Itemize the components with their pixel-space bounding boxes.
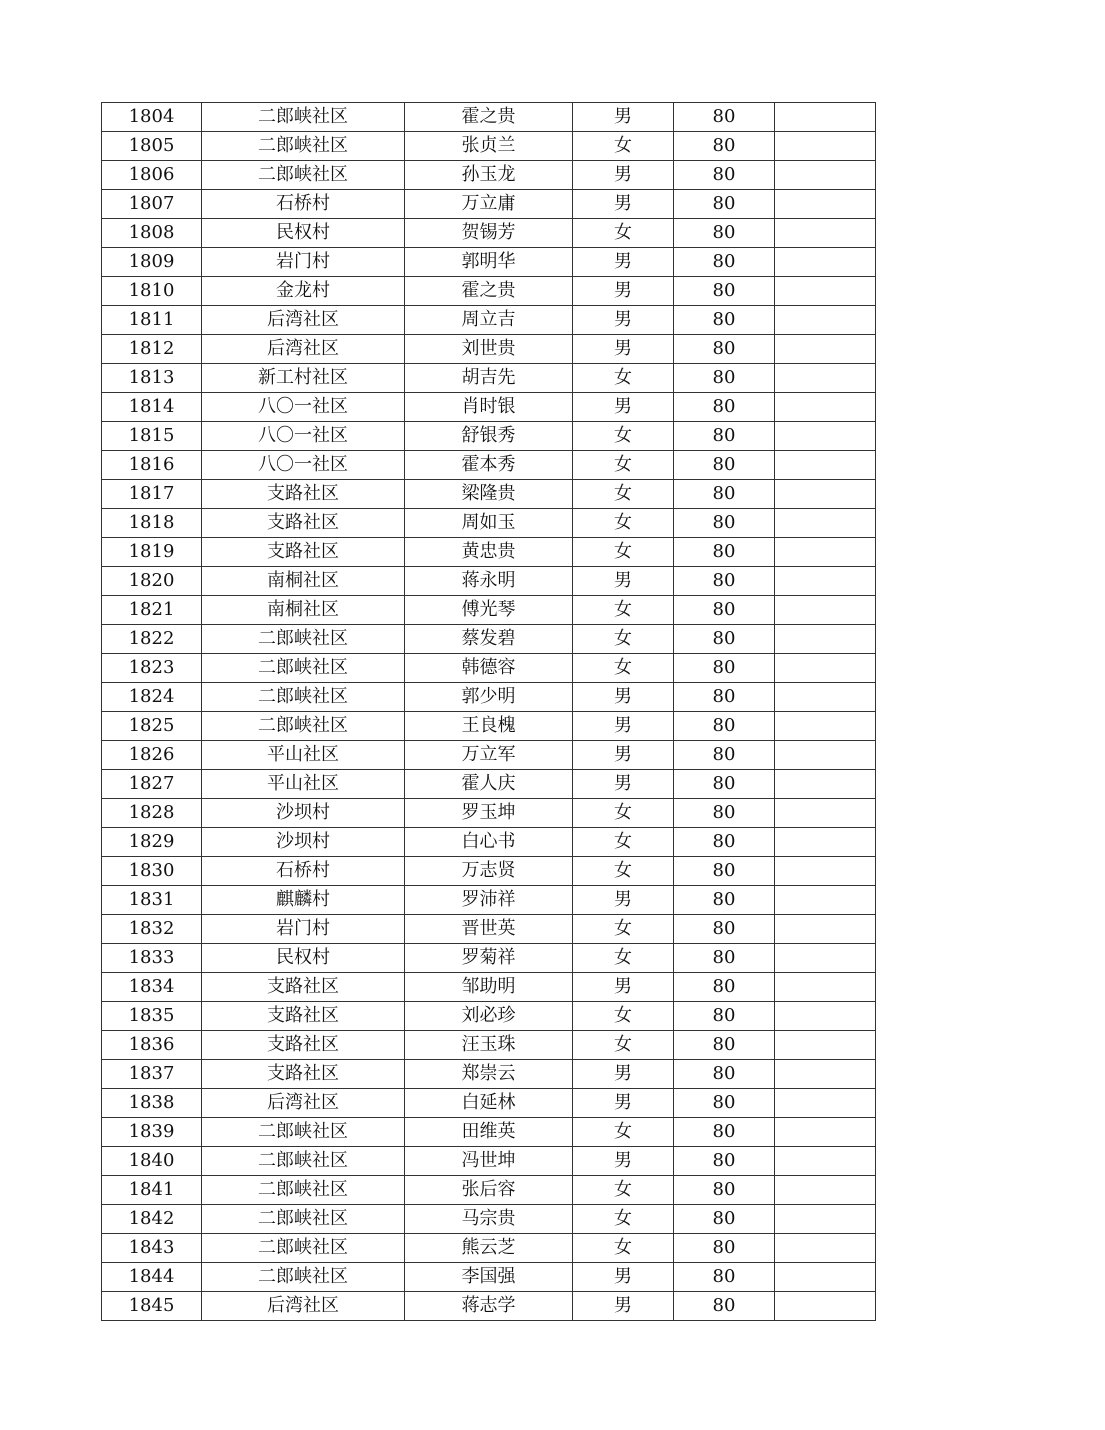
- cell-note: [775, 480, 876, 509]
- cell-gender: 男: [573, 161, 674, 190]
- cell-amount: 80: [674, 451, 775, 480]
- table-row: [102, 1147, 876, 1176]
- cell-community: 八〇一社区: [202, 451, 405, 480]
- cell-amount: 80: [674, 1176, 775, 1205]
- cell-serial-number: 1824: [102, 683, 202, 712]
- cell-community: 二郎峡社区: [202, 132, 405, 161]
- table-row: [102, 1002, 876, 1031]
- cell-person-name: 王良槐: [405, 712, 573, 741]
- cell-person-name: 霍之贵: [405, 103, 573, 132]
- table-row: [102, 1031, 876, 1060]
- cell-note: [775, 857, 876, 886]
- cell-note: [775, 1118, 876, 1147]
- cell-person-name: 郑崇云: [405, 1060, 573, 1089]
- cell-gender: 男: [573, 683, 674, 712]
- cell-person-name: 白心书: [405, 828, 573, 857]
- cell-gender: 男: [573, 1292, 674, 1321]
- table-row: [102, 915, 876, 944]
- table-row: [102, 1263, 876, 1292]
- cell-amount: 80: [674, 103, 775, 132]
- cell-amount: 80: [674, 828, 775, 857]
- cell-note: [775, 741, 876, 770]
- cell-person-name: 黄忠贵: [405, 538, 573, 567]
- cell-community: 岩门村: [202, 915, 405, 944]
- cell-person-name: 马宗贵: [405, 1205, 573, 1234]
- cell-gender: 女: [573, 422, 674, 451]
- cell-community: 二郎峡社区: [202, 1147, 405, 1176]
- cell-community: 二郎峡社区: [202, 654, 405, 683]
- cell-note: [775, 1205, 876, 1234]
- cell-gender: 女: [573, 1118, 674, 1147]
- cell-community: 民权村: [202, 219, 405, 248]
- cell-person-name: 万立军: [405, 741, 573, 770]
- cell-community: 八〇一社区: [202, 422, 405, 451]
- cell-community: 后湾社区: [202, 1292, 405, 1321]
- cell-note: [775, 828, 876, 857]
- cell-person-name: 舒银秀: [405, 422, 573, 451]
- cell-gender: 男: [573, 886, 674, 915]
- cell-community: 支路社区: [202, 1031, 405, 1060]
- cell-serial-number: 1805: [102, 132, 202, 161]
- cell-community: 二郎峡社区: [202, 712, 405, 741]
- cell-serial-number: 1804: [102, 103, 202, 132]
- cell-community: 支路社区: [202, 1060, 405, 1089]
- cell-amount: 80: [674, 1234, 775, 1263]
- cell-community: 岩门村: [202, 248, 405, 277]
- table-row: [102, 973, 876, 1002]
- cell-person-name: 刘必珍: [405, 1002, 573, 1031]
- cell-amount: 80: [674, 944, 775, 973]
- cell-note: [775, 799, 876, 828]
- table-row: [102, 944, 876, 973]
- cell-serial-number: 1825: [102, 712, 202, 741]
- table-row: [102, 1176, 876, 1205]
- cell-note: [775, 567, 876, 596]
- cell-community: 支路社区: [202, 1002, 405, 1031]
- table-row: [102, 219, 876, 248]
- cell-serial-number: 1832: [102, 915, 202, 944]
- cell-community: 平山社区: [202, 741, 405, 770]
- table-row: [102, 1089, 876, 1118]
- cell-note: [775, 1234, 876, 1263]
- cell-serial-number: 1845: [102, 1292, 202, 1321]
- table-row: [102, 828, 876, 857]
- cell-person-name: 蒋永明: [405, 567, 573, 596]
- table-row: [102, 422, 876, 451]
- cell-note: [775, 422, 876, 451]
- cell-person-name: 田维英: [405, 1118, 573, 1147]
- cell-note: [775, 335, 876, 364]
- cell-person-name: 傅光琴: [405, 596, 573, 625]
- cell-serial-number: 1836: [102, 1031, 202, 1060]
- cell-serial-number: 1838: [102, 1089, 202, 1118]
- cell-community: 支路社区: [202, 509, 405, 538]
- cell-community: 民权村: [202, 944, 405, 973]
- cell-serial-number: 1830: [102, 857, 202, 886]
- cell-amount: 80: [674, 1118, 775, 1147]
- cell-community: 沙坝村: [202, 799, 405, 828]
- table-row: [102, 741, 876, 770]
- cell-gender: 女: [573, 944, 674, 973]
- cell-amount: 80: [674, 741, 775, 770]
- cell-gender: 女: [573, 654, 674, 683]
- cell-community: 支路社区: [202, 973, 405, 1002]
- cell-gender: 女: [573, 596, 674, 625]
- cell-amount: 80: [674, 770, 775, 799]
- cell-serial-number: 1839: [102, 1118, 202, 1147]
- cell-note: [775, 1176, 876, 1205]
- cell-amount: 80: [674, 973, 775, 1002]
- table-row: [102, 335, 876, 364]
- table-row: [102, 625, 876, 654]
- cell-community: 二郎峡社区: [202, 1263, 405, 1292]
- cell-amount: 80: [674, 190, 775, 219]
- cell-serial-number: 1826: [102, 741, 202, 770]
- cell-serial-number: 1831: [102, 886, 202, 915]
- table-row: [102, 451, 876, 480]
- cell-gender: 女: [573, 509, 674, 538]
- cell-gender: 男: [573, 567, 674, 596]
- cell-serial-number: 1833: [102, 944, 202, 973]
- cell-community: 支路社区: [202, 538, 405, 567]
- cell-person-name: 冯世坤: [405, 1147, 573, 1176]
- cell-amount: 80: [674, 1205, 775, 1234]
- cell-note: [775, 1147, 876, 1176]
- cell-serial-number: 1822: [102, 625, 202, 654]
- cell-amount: 80: [674, 1263, 775, 1292]
- cell-note: [775, 683, 876, 712]
- cell-note: [775, 625, 876, 654]
- cell-gender: 女: [573, 915, 674, 944]
- cell-gender: 女: [573, 799, 674, 828]
- cell-person-name: 万志贤: [405, 857, 573, 886]
- cell-amount: 80: [674, 1147, 775, 1176]
- cell-serial-number: 1815: [102, 422, 202, 451]
- cell-amount: 80: [674, 219, 775, 248]
- table-row: [102, 364, 876, 393]
- cell-person-name: 张后容: [405, 1176, 573, 1205]
- table-row: [102, 509, 876, 538]
- cell-gender: 女: [573, 828, 674, 857]
- cell-gender: 女: [573, 451, 674, 480]
- table-row: [102, 306, 876, 335]
- cell-serial-number: 1816: [102, 451, 202, 480]
- cell-community: 二郎峡社区: [202, 683, 405, 712]
- cell-serial-number: 1806: [102, 161, 202, 190]
- table-row: [102, 132, 876, 161]
- document-page: [101, 102, 876, 1321]
- cell-serial-number: 1835: [102, 1002, 202, 1031]
- cell-serial-number: 1840: [102, 1147, 202, 1176]
- cell-amount: 80: [674, 886, 775, 915]
- cell-serial-number: 1841: [102, 1176, 202, 1205]
- cell-gender: 女: [573, 1176, 674, 1205]
- cell-amount: 80: [674, 364, 775, 393]
- roster-table-body: [102, 103, 876, 1321]
- cell-community: 二郎峡社区: [202, 161, 405, 190]
- cell-note: [775, 161, 876, 190]
- cell-person-name: 胡吉先: [405, 364, 573, 393]
- table-row: [102, 161, 876, 190]
- cell-amount: 80: [674, 509, 775, 538]
- cell-person-name: 刘世贵: [405, 335, 573, 364]
- cell-person-name: 孙玉龙: [405, 161, 573, 190]
- table-row: [102, 538, 876, 567]
- cell-amount: 80: [674, 480, 775, 509]
- cell-note: [775, 654, 876, 683]
- cell-person-name: 韩德容: [405, 654, 573, 683]
- cell-community: 南桐社区: [202, 567, 405, 596]
- cell-note: [775, 712, 876, 741]
- cell-person-name: 蔡发碧: [405, 625, 573, 654]
- cell-gender: 男: [573, 393, 674, 422]
- cell-note: [775, 1263, 876, 1292]
- cell-serial-number: 1817: [102, 480, 202, 509]
- cell-note: [775, 306, 876, 335]
- cell-gender: 女: [573, 625, 674, 654]
- cell-note: [775, 1031, 876, 1060]
- cell-gender: 男: [573, 335, 674, 364]
- cell-gender: 男: [573, 712, 674, 741]
- cell-community: 二郎峡社区: [202, 625, 405, 654]
- cell-gender: 男: [573, 1147, 674, 1176]
- cell-amount: 80: [674, 1031, 775, 1060]
- cell-serial-number: 1808: [102, 219, 202, 248]
- table-row: [102, 770, 876, 799]
- cell-gender: 女: [573, 1031, 674, 1060]
- table-row: [102, 1060, 876, 1089]
- cell-note: [775, 132, 876, 161]
- cell-community: 二郎峡社区: [202, 1118, 405, 1147]
- cell-community: 新工村社区: [202, 364, 405, 393]
- table-row: [102, 190, 876, 219]
- cell-gender: 男: [573, 190, 674, 219]
- cell-community: 石桥村: [202, 190, 405, 219]
- cell-amount: 80: [674, 248, 775, 277]
- cell-person-name: 罗沛祥: [405, 886, 573, 915]
- cell-person-name: 罗玉坤: [405, 799, 573, 828]
- cell-gender: 女: [573, 1205, 674, 1234]
- cell-gender: 女: [573, 364, 674, 393]
- cell-note: [775, 596, 876, 625]
- cell-note: [775, 190, 876, 219]
- cell-community: 二郎峡社区: [202, 1205, 405, 1234]
- cell-serial-number: 1823: [102, 654, 202, 683]
- cell-community: 后湾社区: [202, 335, 405, 364]
- cell-serial-number: 1814: [102, 393, 202, 422]
- cell-serial-number: 1812: [102, 335, 202, 364]
- cell-person-name: 蒋志学: [405, 1292, 573, 1321]
- cell-gender: 女: [573, 132, 674, 161]
- cell-amount: 80: [674, 1002, 775, 1031]
- cell-amount: 80: [674, 335, 775, 364]
- cell-person-name: 罗菊祥: [405, 944, 573, 973]
- cell-note: [775, 1292, 876, 1321]
- cell-amount: 80: [674, 1060, 775, 1089]
- table-row: [102, 1292, 876, 1321]
- cell-community: 金龙村: [202, 277, 405, 306]
- table-row: [102, 393, 876, 422]
- cell-note: [775, 219, 876, 248]
- cell-community: 麒麟村: [202, 886, 405, 915]
- cell-note: [775, 103, 876, 132]
- cell-gender: 男: [573, 770, 674, 799]
- cell-community: 二郎峡社区: [202, 103, 405, 132]
- cell-person-name: 张贞兰: [405, 132, 573, 161]
- cell-community: 石桥村: [202, 857, 405, 886]
- cell-person-name: 周立吉: [405, 306, 573, 335]
- cell-note: [775, 1060, 876, 1089]
- cell-person-name: 梁隆贵: [405, 480, 573, 509]
- cell-person-name: 熊云芝: [405, 1234, 573, 1263]
- cell-serial-number: 1829: [102, 828, 202, 857]
- cell-amount: 80: [674, 306, 775, 335]
- cell-serial-number: 1807: [102, 190, 202, 219]
- cell-note: [775, 364, 876, 393]
- cell-community: 二郎峡社区: [202, 1234, 405, 1263]
- cell-amount: 80: [674, 654, 775, 683]
- table-row: [102, 857, 876, 886]
- cell-serial-number: 1842: [102, 1205, 202, 1234]
- cell-serial-number: 1809: [102, 248, 202, 277]
- cell-note: [775, 944, 876, 973]
- cell-note: [775, 538, 876, 567]
- cell-amount: 80: [674, 277, 775, 306]
- cell-serial-number: 1813: [102, 364, 202, 393]
- cell-gender: 女: [573, 1002, 674, 1031]
- cell-amount: 80: [674, 422, 775, 451]
- cell-amount: 80: [674, 683, 775, 712]
- cell-person-name: 肖时银: [405, 393, 573, 422]
- table-row: [102, 654, 876, 683]
- cell-gender: 男: [573, 306, 674, 335]
- cell-person-name: 霍之贵: [405, 277, 573, 306]
- cell-gender: 男: [573, 248, 674, 277]
- cell-note: [775, 1002, 876, 1031]
- cell-community: 后湾社区: [202, 306, 405, 335]
- cell-serial-number: 1819: [102, 538, 202, 567]
- cell-note: [775, 393, 876, 422]
- cell-note: [775, 451, 876, 480]
- cell-gender: 女: [573, 480, 674, 509]
- table-row: [102, 1205, 876, 1234]
- cell-community: 二郎峡社区: [202, 1176, 405, 1205]
- cell-person-name: 周如玉: [405, 509, 573, 538]
- cell-community: 支路社区: [202, 480, 405, 509]
- cell-person-name: 郭少明: [405, 683, 573, 712]
- cell-gender: 女: [573, 219, 674, 248]
- cell-person-name: 贺锡芳: [405, 219, 573, 248]
- cell-community: 南桐社区: [202, 596, 405, 625]
- table-row: [102, 248, 876, 277]
- cell-gender: 男: [573, 1263, 674, 1292]
- cell-serial-number: 1818: [102, 509, 202, 538]
- cell-serial-number: 1843: [102, 1234, 202, 1263]
- cell-community: 沙坝村: [202, 828, 405, 857]
- cell-person-name: 霍本秀: [405, 451, 573, 480]
- cell-note: [775, 509, 876, 538]
- table-row: [102, 799, 876, 828]
- cell-amount: 80: [674, 567, 775, 596]
- cell-person-name: 李国强: [405, 1263, 573, 1292]
- cell-person-name: 晋世英: [405, 915, 573, 944]
- cell-person-name: 邹助明: [405, 973, 573, 1002]
- cell-gender: 女: [573, 857, 674, 886]
- cell-gender: 男: [573, 1060, 674, 1089]
- cell-note: [775, 248, 876, 277]
- cell-amount: 80: [674, 596, 775, 625]
- cell-gender: 男: [573, 973, 674, 1002]
- cell-note: [775, 886, 876, 915]
- table-row: [102, 683, 876, 712]
- table-row: [102, 567, 876, 596]
- cell-gender: 男: [573, 103, 674, 132]
- table-row: [102, 277, 876, 306]
- table-row: [102, 480, 876, 509]
- cell-serial-number: 1828: [102, 799, 202, 828]
- cell-amount: 80: [674, 712, 775, 741]
- cell-serial-number: 1834: [102, 973, 202, 1002]
- cell-amount: 80: [674, 857, 775, 886]
- cell-serial-number: 1837: [102, 1060, 202, 1089]
- cell-gender: 男: [573, 1089, 674, 1118]
- cell-amount: 80: [674, 1089, 775, 1118]
- cell-person-name: 白延林: [405, 1089, 573, 1118]
- cell-note: [775, 1089, 876, 1118]
- cell-serial-number: 1821: [102, 596, 202, 625]
- table-row: [102, 103, 876, 132]
- cell-community: 平山社区: [202, 770, 405, 799]
- cell-gender: 男: [573, 741, 674, 770]
- cell-amount: 80: [674, 132, 775, 161]
- cell-serial-number: 1811: [102, 306, 202, 335]
- roster-table: [101, 102, 876, 1321]
- cell-serial-number: 1827: [102, 770, 202, 799]
- cell-serial-number: 1810: [102, 277, 202, 306]
- cell-gender: 男: [573, 277, 674, 306]
- cell-amount: 80: [674, 799, 775, 828]
- cell-person-name: 霍人庆: [405, 770, 573, 799]
- table-row: [102, 596, 876, 625]
- cell-amount: 80: [674, 393, 775, 422]
- cell-gender: 女: [573, 538, 674, 567]
- cell-note: [775, 973, 876, 1002]
- cell-person-name: 郭明华: [405, 248, 573, 277]
- cell-note: [775, 277, 876, 306]
- cell-gender: 女: [573, 1234, 674, 1263]
- cell-amount: 80: [674, 538, 775, 567]
- table-row: [102, 1234, 876, 1263]
- cell-community: 后湾社区: [202, 1089, 405, 1118]
- cell-note: [775, 770, 876, 799]
- cell-amount: 80: [674, 1292, 775, 1321]
- cell-serial-number: 1844: [102, 1263, 202, 1292]
- cell-amount: 80: [674, 625, 775, 654]
- cell-serial-number: 1820: [102, 567, 202, 596]
- cell-amount: 80: [674, 161, 775, 190]
- table-row: [102, 1118, 876, 1147]
- cell-person-name: 万立庸: [405, 190, 573, 219]
- cell-community: 八〇一社区: [202, 393, 405, 422]
- cell-amount: 80: [674, 915, 775, 944]
- cell-note: [775, 915, 876, 944]
- table-row: [102, 886, 876, 915]
- table-row: [102, 712, 876, 741]
- cell-person-name: 汪玉珠: [405, 1031, 573, 1060]
